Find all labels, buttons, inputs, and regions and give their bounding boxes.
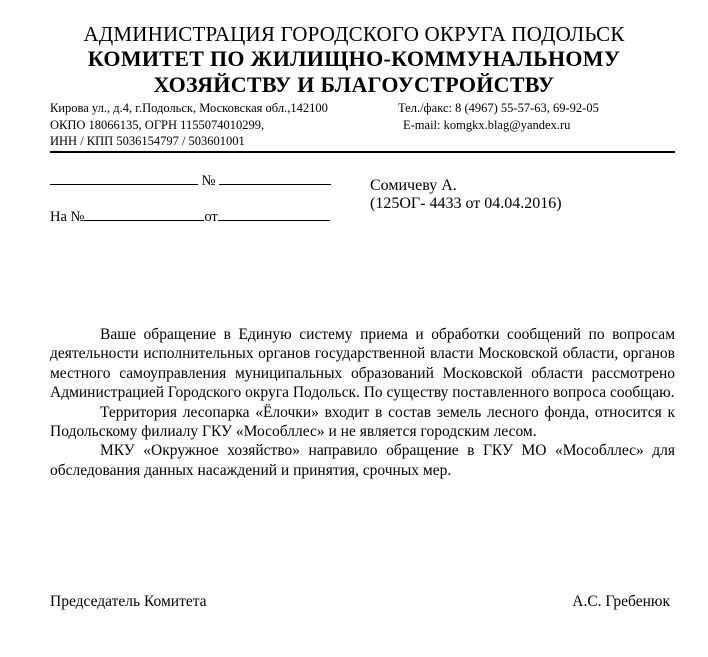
committee-title-line1: КОМИТЕТ ПО ЖИЛИЩНО-КОММУНАЛЬНОМУ [87, 46, 621, 71]
signatory-name: А.С. Гребенюк [572, 593, 670, 610]
inn-kpp: ИНН / КПП 5036154797 / 503601001 [50, 134, 245, 148]
header-divider [50, 151, 675, 153]
okpo-ogrn: ОКПО 18066135, ОГРН 1155074010299, [50, 118, 265, 132]
addressee-reference: (125ОГ- 4433 от 04.04.2016) [370, 195, 562, 212]
from-label: от [204, 209, 218, 225]
reply-to-field [50, 206, 330, 226]
committee-title-line2: ХОЗЯЙСТВУ И БЛАГОУСТРОЙСТВУ [153, 72, 555, 97]
address: Кирова ул., д.4, г.Подольск, Московская обл.,142100 [50, 101, 328, 115]
org-title: АДМИНИСТРАЦИЯ ГОРОДСКОГО ОКРУГА ПОДОЛЬСК [83, 22, 625, 46]
letter-body [50, 325, 675, 480]
email: E-mail: komgkx.blag@yandex.ru [403, 118, 571, 132]
outgoing-number-field [50, 170, 331, 190]
number-sign: № [201, 173, 216, 189]
body-paragraph: МКУ «Окружное хозяйство» направило обращение в ГКУ МО «Мособллес» для обследования данных насаждений и принятия, срочных мер. [50, 442, 675, 479]
date-blank [50, 170, 198, 185]
addressee-name: Сомичеву А. [370, 177, 457, 194]
reply-date-blank [218, 206, 330, 221]
phone: Тел./факс: 8 (4967) 55-57-63, 69-92-05 [398, 101, 599, 115]
reply-number-blank [84, 206, 204, 221]
number-blank [219, 170, 331, 185]
signatory-position: Председатель Комитета [50, 593, 207, 610]
body-paragraph: Территория лесопарка «Ёлочки» входит в состав земель лесного фонда, относится к Подольскому филиалу ГКУ «Мособллес» и не является городским лесом. [50, 403, 675, 441]
body-paragraph: Ваше обращение в Единую систему приема и обработки сообщений по вопросам деятельности исполнительных органов государственной власти Московской области, органов местного самоуправления муниципальных образований Московской области рассмотрено Администрацией Городского округа Подольск. По существу поставленного вопроса сообщаю. [50, 326, 675, 402]
reply-prefix: На № [50, 209, 85, 225]
